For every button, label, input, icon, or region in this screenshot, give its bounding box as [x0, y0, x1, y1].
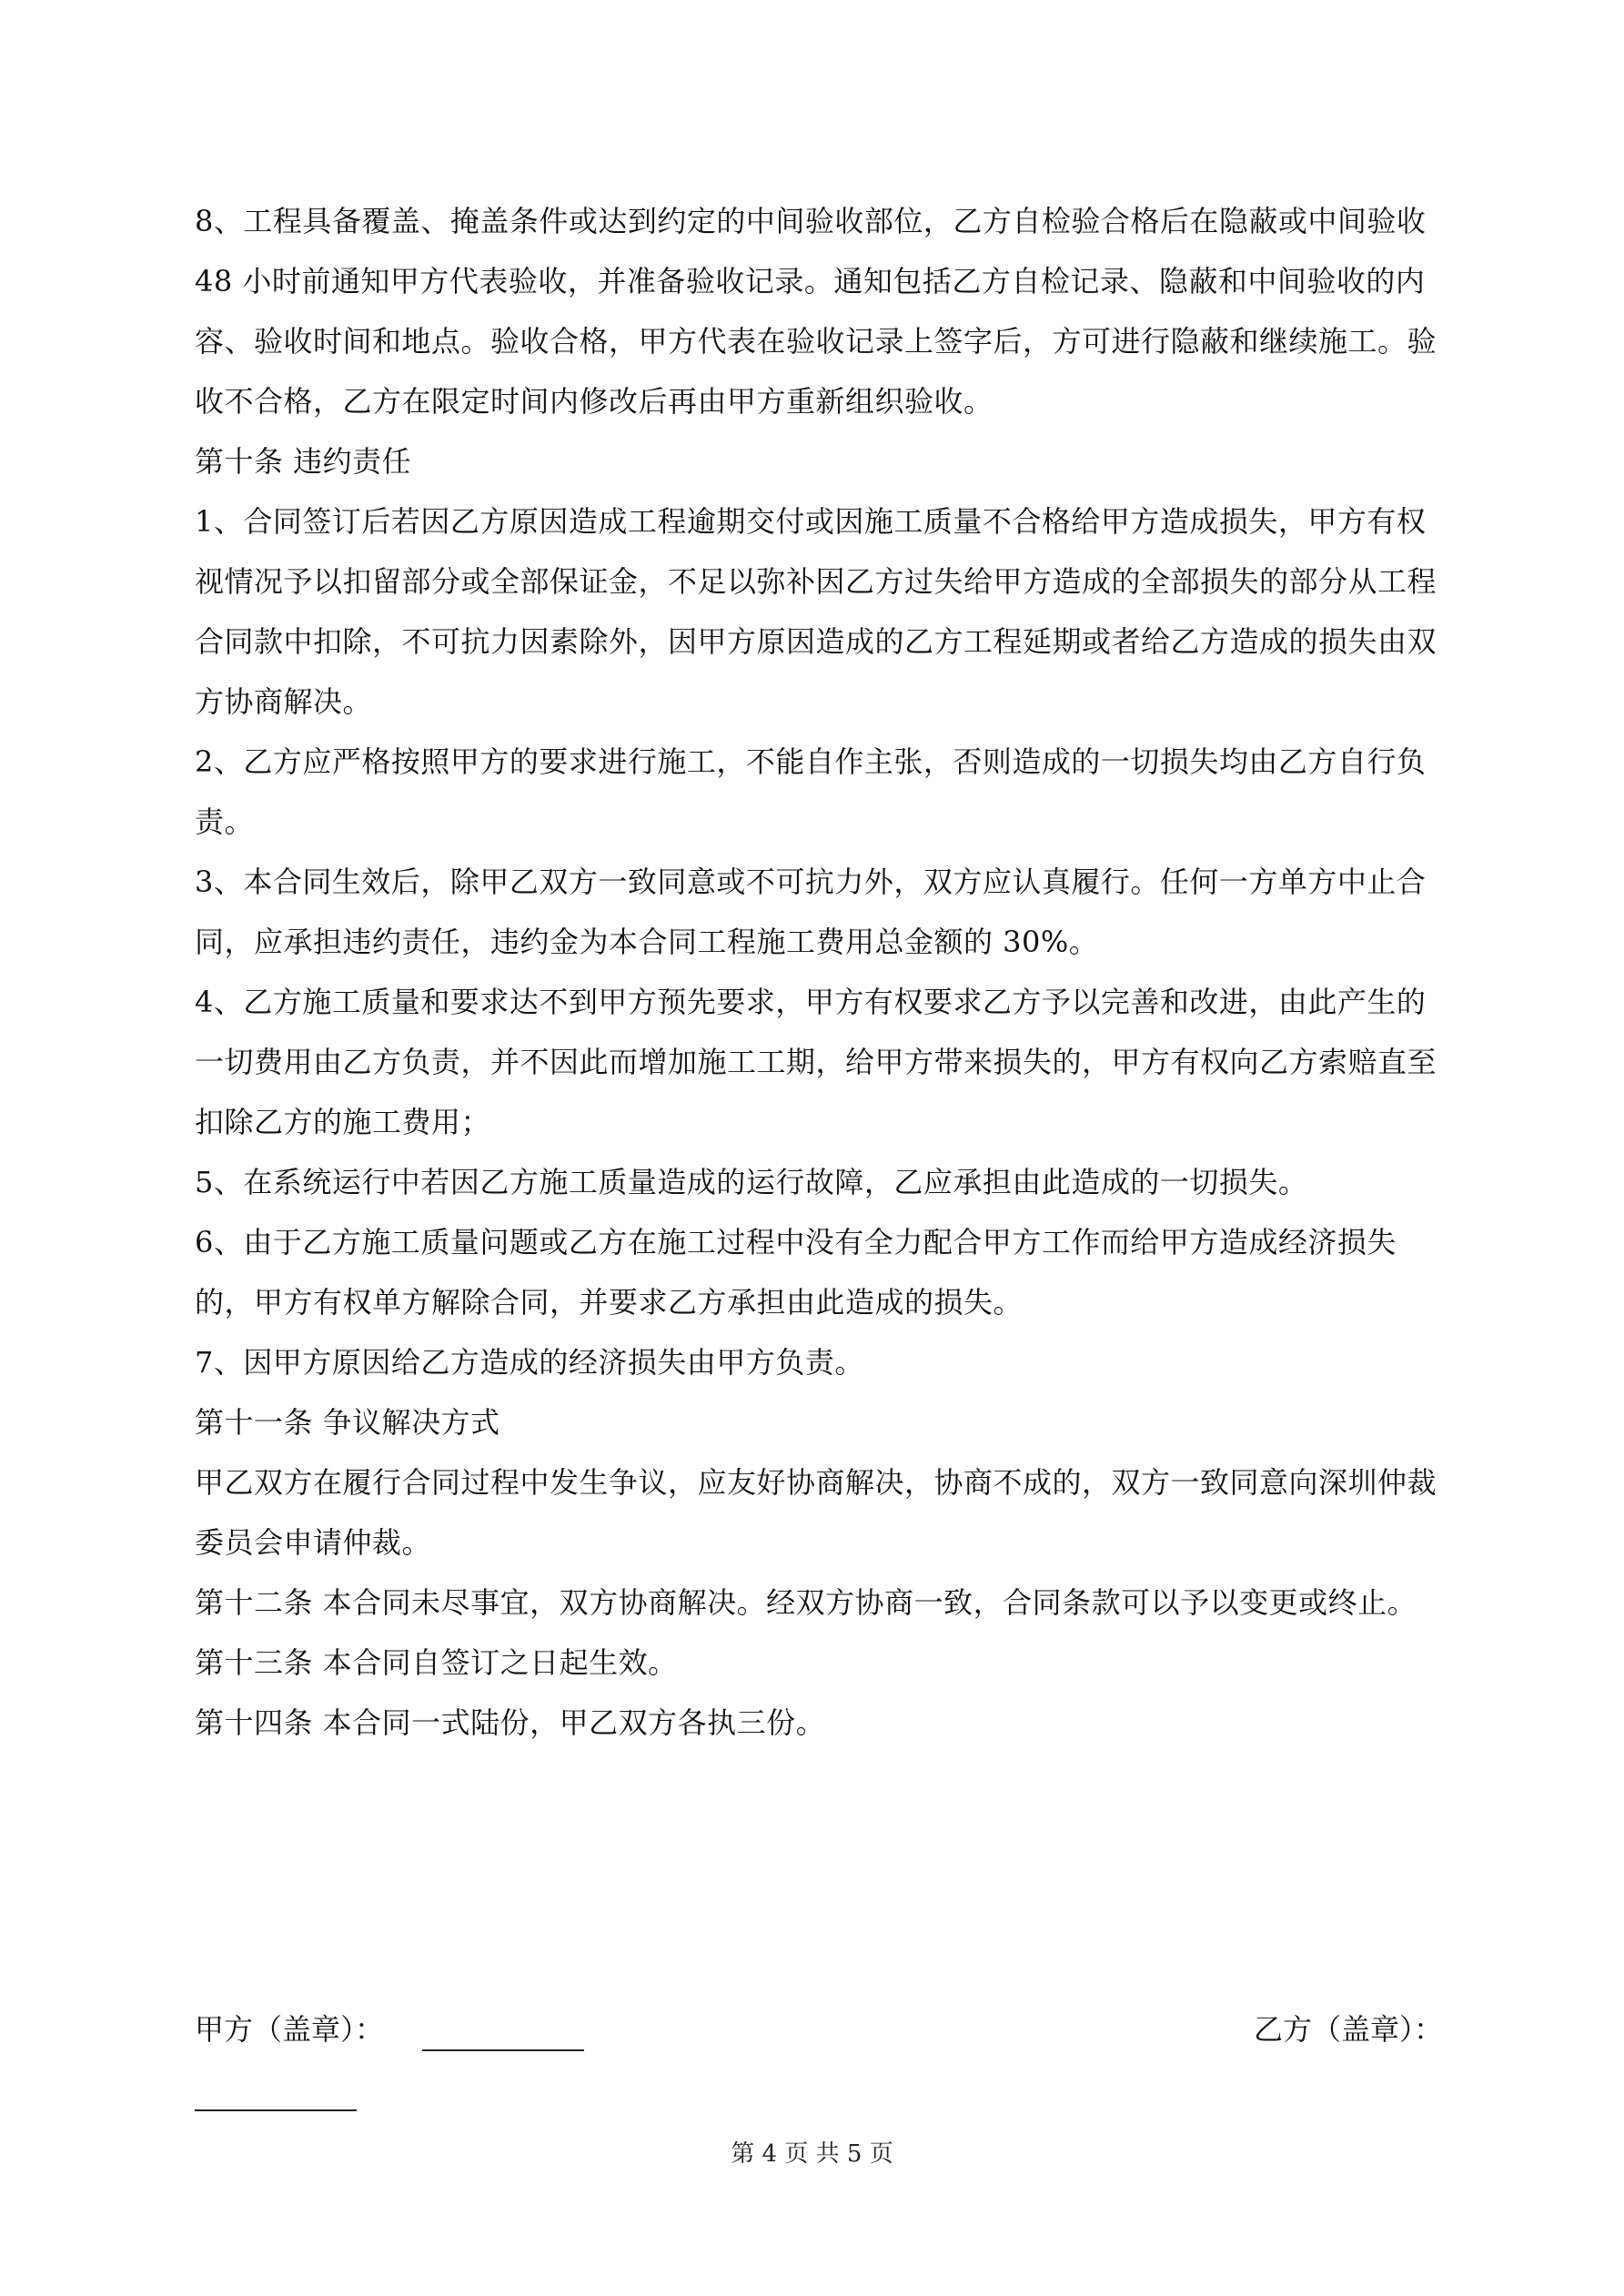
- paragraph-liability-5: 5、在系统运行中若因乙方施工质量造成的运行故障，乙应承担由此造成的一切损失。: [195, 1165, 1308, 1199]
- paragraph-article-12: 第十二条 本合同未尽事宜，双方协商解决。经双方协商一致，合同条款可以予以变更或终止。: [195, 1585, 1417, 1620]
- party-a-signature-blank: [422, 1999, 584, 2059]
- document-body: [195, 191, 1443, 1753]
- paragraph-article-14: 第十四条 本合同一式陆份，甲乙双方各执三份。: [195, 1705, 826, 1740]
- heading-article-10: 第十条 违约责任: [195, 444, 412, 479]
- party-b-underline: [195, 2073, 357, 2111]
- paragraph-liability-1: 1、合同签订后若因乙方原因造成工程逾期交付或因施工质量不合格给甲方造成损失，甲方有权视情况予以扣留部分或全部保证金，不足以弥补因乙方过失给甲方造成的全部损失的部分从工程合同款中扣除，不可抗力因素除外，因甲方原因造成的乙方工程延期或者给乙方造成的损失由双方协商解决。: [195, 504, 1437, 719]
- party-a-underline: [422, 2013, 584, 2051]
- paragraph-dispute-resolution: 甲乙双方在履行合同过程中发生争议，应友好协商解决，协商不成的，双方一致同意向深圳仲裁委员会申请仲裁。: [195, 1465, 1437, 1560]
- paragraph-liability-3: 3、本合同生效后，除甲乙双方一致同意或不可抗力外，双方应认真履行。任何一方单方中止合同，应承担违约责任，违约金为本合同工程施工费用总金额的 30%。: [195, 865, 1427, 959]
- heading-article-11: 第十一条 争议解决方式: [195, 1405, 500, 1440]
- signature-row: [195, 1999, 1443, 2059]
- paragraph-liability-7: 7、因甲方原因给乙方造成的经济损失由甲方负责。: [195, 1345, 864, 1380]
- paragraph-article-13: 第十三条 本合同自签订之日起生效。: [195, 1645, 678, 1680]
- party-b-signature-blank: [195, 2059, 357, 2119]
- paragraph-liability-6: 6、由于乙方施工质量问题或乙方在施工过程中没有全力配合甲方工作而给甲方造成经济损失的，甲方有权单方解除合同，并要求乙方承担由此造成的损失。: [195, 1225, 1397, 1320]
- paragraph-liability-2: 2、乙方应严格按照甲方的要求进行施工，不能自作主张，否则造成的一切损失均由乙方自行负责。: [195, 744, 1427, 839]
- paragraph-liability-4: 4、乙方施工质量和要求达不到甲方预先要求，甲方有权要求乙方予以完善和改进，由此产生的一切费用由乙方负责，并不因此而增加施工工期，给甲方带来损失的，甲方有权向乙方索赔直至扣除乙方的施工费用；: [195, 985, 1437, 1139]
- page-footer: 第 4 页 共 5 页: [731, 2140, 893, 2168]
- paragraph-clause-8: 8、工程具备覆盖、掩盖条件或达到约定的中间验收部位，乙方自检验合格后在隐蔽或中间验收 48 小时前通知甲方代表验收，并准备验收记录。通知包括乙方自检记录、隐蔽和中间验收的内容、验收时间和地点。验收合格，甲方代表在验收记录上签字后，方可进行隐蔽和继续施工。验收不合格，乙方在限定时间内修改后再由甲方重新组织验收。: [195, 204, 1437, 419]
- party-b-seal-label: 乙方（盖章）：: [1253, 2012, 1443, 2047]
- party-a-seal-label: 甲方（盖章）：: [195, 2012, 385, 2047]
